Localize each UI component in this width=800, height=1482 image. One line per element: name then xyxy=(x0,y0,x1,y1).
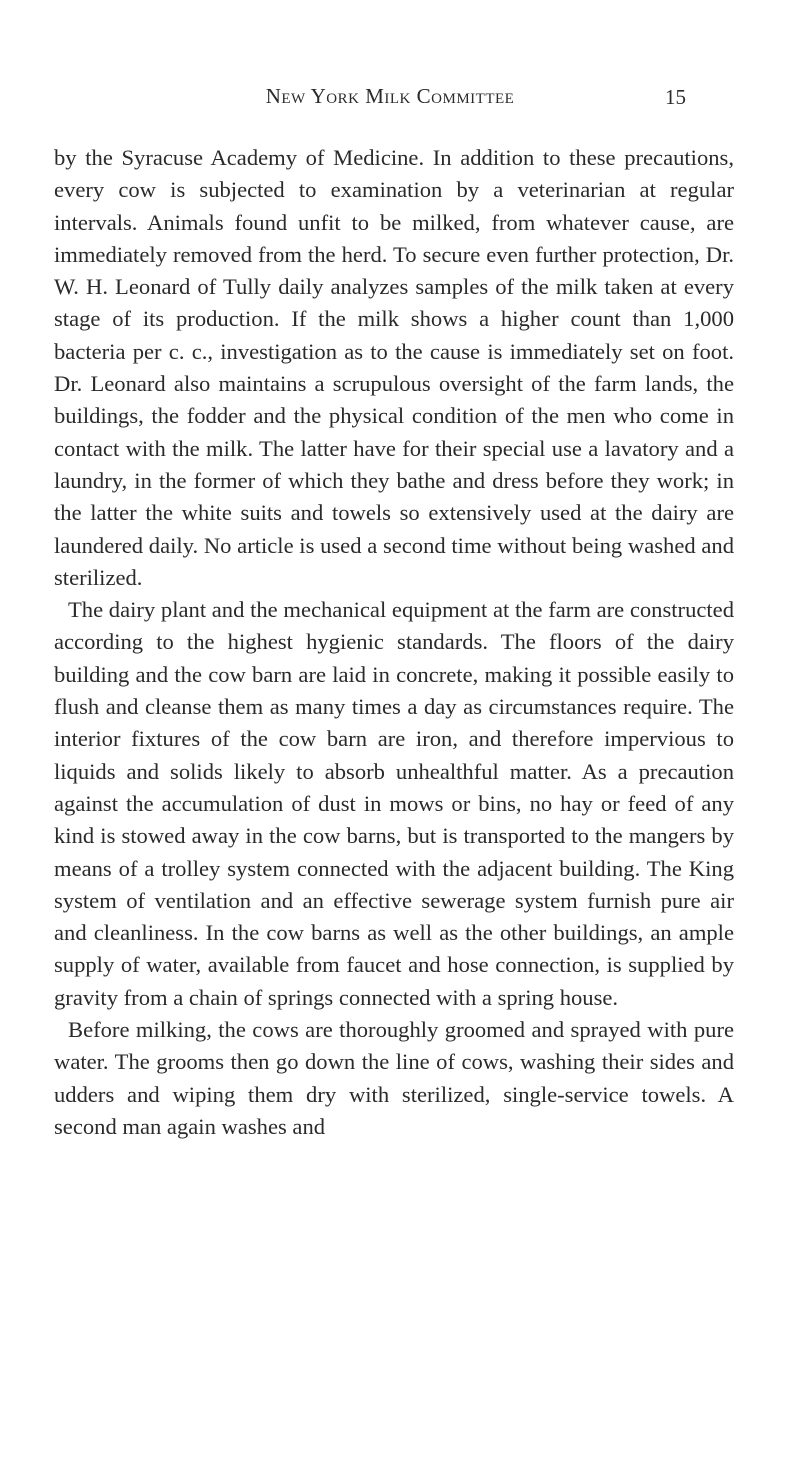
running-title: New York Milk Committee xyxy=(265,84,515,108)
paragraph-1: by the Syracuse Academy of Medicine. In addition to these precautions, every cow is subjected to examination by a veterinarian at regular intervals. Animals found unfit to be milked, from whatever cause, are immediately removed from the herd. To secure even further protection, Dr. W. H. Leonard of Tully daily analyzes samples of the milk taken at every stage of its production. If the milk shows a higher count than 1,000 bacteria per c. c., investigation as to the cause is immediately set on foot. Dr. Leonard also maintains a scrupulous oversight of the farm lands, the buildings, the fodder and the physical condition of the men who come in contact with the milk. The latter have for their special use a lavatory and a laundry, in the former of which they bathe and dress before they work; in the latter the white suits and towels so extensively used at the dairy are laundered daily. No article is used a second time without being washed and sterilized. xyxy=(54,145,734,590)
body-text xyxy=(54,142,734,1143)
paragraph-3: Before milking, the cows are thoroughly groomed and sprayed with pure water. The grooms then go down the line of cows, washing their sides and udders and wiping them dry with sterilized, single-service towels. A second man again washes and xyxy=(54,1017,734,1139)
paragraph-2: The dairy plant and the mechanical equipment at the farm are constructed according to the highest hygienic standards. The floors of the dairy building and the cow barn are laid in concrete, making it possible easily to flush and cleanse them as many times a day as circumstances require. The interior fixtures of the cow barn are iron, and therefore impervious to liquids and solids likely to absorb unhealthful matter. As a precaution against the accumulation of dust in mows or bins, no hay or feed of any kind is stowed away in the cow barns, but is transported to the mangers by means of a trolley system connected with the adjacent building. The King system of ventilation and an effective sewerage system furnish pure air and cleanliness. In the cow barns as well as the other buildings, an ample supply of water, available from faucet and hose connection, is supplied by gravity from a chain of springs connected with a spring house. xyxy=(54,597,734,1010)
running-head xyxy=(100,84,686,114)
page-number: 15 xyxy=(665,85,686,109)
